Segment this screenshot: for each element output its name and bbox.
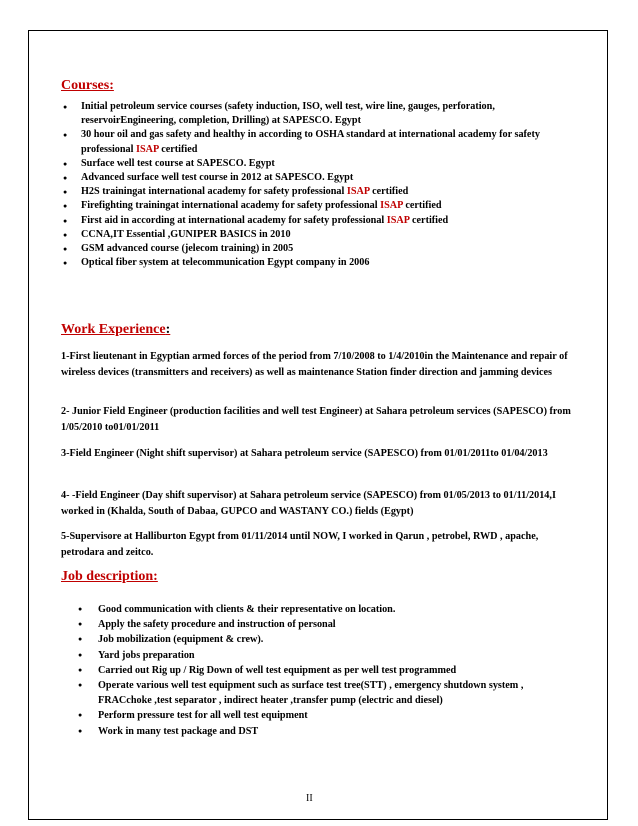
courses-heading: Courses:: [61, 78, 114, 93]
course-item: [61, 242, 561, 256]
experience-entry-3: 3-Field Engineer (Night shift supervisor) at Sahara petroleum service (SAPESCO) from 01/01/2011to 01/04/2013: [61, 448, 548, 459]
isap-highlight: ISAP: [346, 186, 370, 198]
work-experience-heading-colon: :: [165, 322, 171, 337]
course-text: Surface well test course at SAPESCO. Egypt: [81, 157, 275, 169]
course-text: Optical fiber system at telecommunication Egypt company in 2006: [81, 257, 370, 269]
job-item: ● Good communication with clients & their representative on location.: [76, 602, 576, 617]
course-item: [61, 100, 561, 128]
course-text-suffix: certified: [409, 214, 449, 226]
isap-highlight: ISAP: [386, 214, 410, 226]
course-text: GSM advanced course (jelecom training) in 2005: [81, 243, 294, 255]
course-text: 30 hour oil and gas safety and healthy in according to OSHA standard at international academy for safety professional: [81, 129, 540, 155]
course-item: [61, 171, 561, 185]
page-number: II: [306, 793, 313, 804]
job-item: ● Work in many test package and DST: [76, 724, 576, 739]
job-item: ● Perform pressure test for all well test equipment: [76, 708, 576, 723]
experience-entry-4: 4- -Field Engineer (Day shift supervisor) at Sahara petroleum service (SAPESCO) from 01/05/2013 to 01/11/2014,I worked in (Khalda, South of Dabaa, GUPCO and WASTANY CO.) fields (Egypt): [61, 490, 556, 517]
course-text-suffix: certified: [402, 200, 442, 212]
course-text: Advanced surface well test course in 2012 at SAPESCO. Egypt: [81, 172, 354, 184]
course-text: First aid in according at international academy for safety professional: [81, 214, 387, 226]
experience-entry-2: 2- Junior Field Engineer (production facilities and well test Engineer) at Sahara petroleum services (SAPESCO) from 1/05/2010 to01/01/2011: [61, 406, 571, 433]
course-text: Firefighting trainingat international academy for safety professional: [81, 200, 381, 212]
job-item: ● Yard jobs preparation: [76, 648, 576, 663]
job-item: ● Operate various well test equipment such as surface test tree(STT) , emergency shutdown system , FRACchoke ,test separator , indirect heater ,transfer pump (electric and diesel): [76, 678, 576, 708]
experience-entry-5: 5-Supervisore at Halliburton Egypt from 01/11/2014 until NOW, I worked in Qarun , petrobel, RWD , apache, petrodara and zeitco.: [61, 531, 539, 558]
course-item: [61, 157, 561, 171]
job-description-heading: Job description:: [61, 569, 158, 584]
course-text-suffix: certified: [369, 186, 409, 198]
courses-list: [61, 100, 561, 270]
job-item: ● Carried out Rig up / Rig Down of well test equipment as per well test programmed: [76, 663, 576, 678]
work-experience-heading-text: Work Experience: [61, 322, 166, 337]
course-item: [61, 214, 561, 228]
job-item: ● Job mobilization (equipment & crew).: [76, 632, 576, 647]
work-experience-heading: [61, 322, 170, 338]
course-item: [61, 128, 561, 156]
course-text-suffix: certified: [158, 143, 198, 155]
course-text: CCNA,IT Essential ,GUNIPER BASICS in 2010: [81, 228, 291, 240]
course-text: H2S trainingat international academy for safety professional: [81, 186, 347, 198]
isap-highlight: ISAP: [136, 143, 159, 155]
course-item: [61, 185, 561, 199]
isap-highlight: ISAP: [380, 200, 403, 212]
course-item: [61, 256, 561, 270]
course-text: Initial petroleum service courses (safety induction, ISO, well test, wire line, gauges, perforation, reservoirEngineering, completion, Drilling) at SAPESCO. Egypt: [81, 101, 495, 127]
job-item: ● Apply the safety procedure and instruction of personal: [76, 617, 576, 632]
course-item: [61, 199, 561, 213]
job-description-list: [76, 602, 576, 739]
experience-entry-1: 1-First lieutenant in Egyptian armed forces of the period from 7/10/2008 to 1/4/2010in the Maintenance and repair of wireless devices (transmitters and receivers) as well as maintenance Station finder direction and jamming devices: [61, 351, 568, 378]
course-item: [61, 228, 561, 242]
